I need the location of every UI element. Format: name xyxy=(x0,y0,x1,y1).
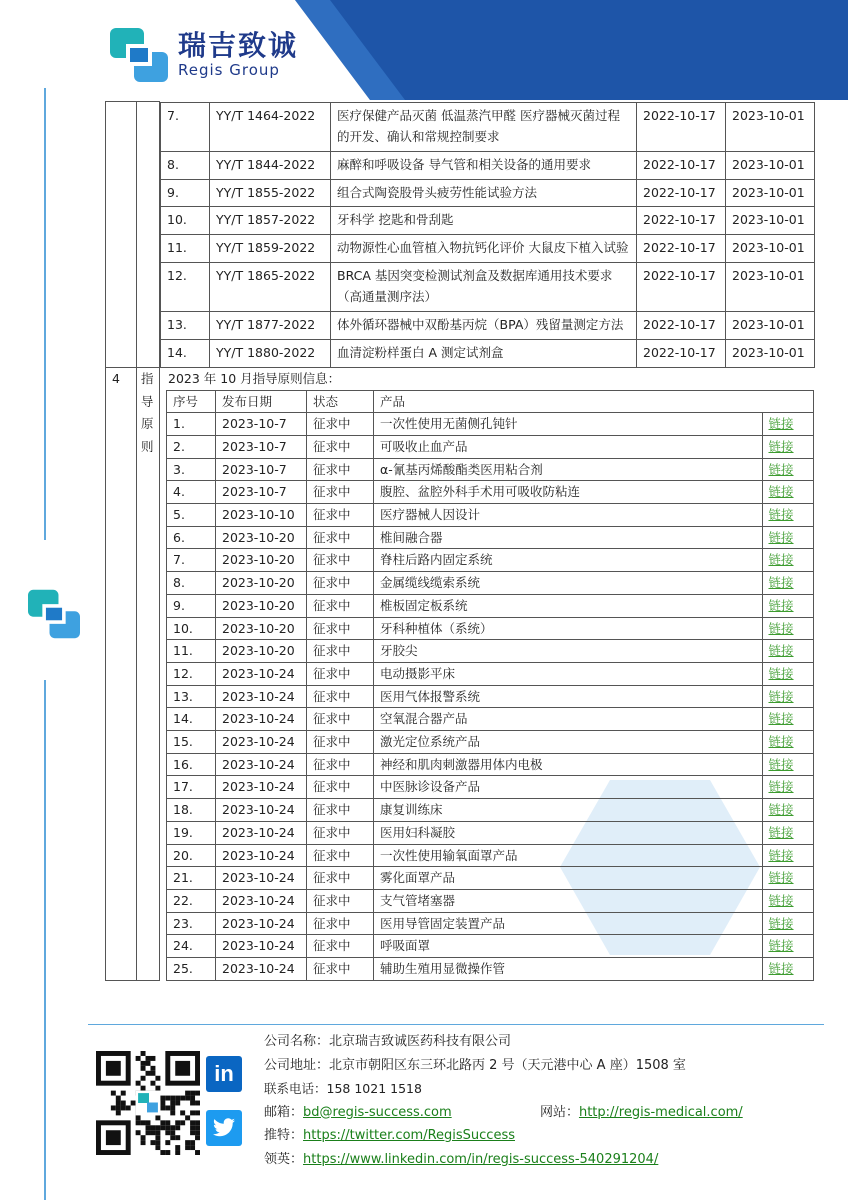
guideline-link[interactable]: 链接 xyxy=(768,529,794,545)
address-label: 公司地址： xyxy=(264,1057,330,1073)
guideline-status-cell: 征求中 xyxy=(307,413,374,436)
guideline-row xyxy=(167,753,814,776)
twitter-bird-icon xyxy=(212,1118,236,1138)
guideline-row xyxy=(167,526,814,549)
guideline-link-cell xyxy=(762,708,813,731)
guideline-product-cell: 腹腔、盆腔外科手术用可吸收防粘连 xyxy=(374,481,763,504)
standard-title: 组合式陶瓷股骨头疲劳性能试验方法 xyxy=(331,179,637,207)
guideline-product-cell: α-氰基丙烯酸酯类医用粘合剂 xyxy=(374,458,763,481)
guideline-number-cell: 10. xyxy=(167,617,216,640)
standard-effective-date: 2023-10-01 xyxy=(726,312,815,340)
guideline-product-cell: 辅助生殖用显微操作管 xyxy=(374,958,763,981)
guideline-status-cell: 征求中 xyxy=(307,640,374,663)
guideline-date-cell: 2023-10-24 xyxy=(216,799,307,822)
guideline-status-cell: 征求中 xyxy=(307,708,374,731)
guideline-number-cell: 24. xyxy=(167,935,216,958)
guideline-row xyxy=(167,617,814,640)
guideline-row xyxy=(167,776,814,799)
guideline-row xyxy=(167,685,814,708)
guideline-row xyxy=(167,504,814,527)
section3-content-cell xyxy=(160,102,816,368)
guideline-link-cell xyxy=(762,753,813,776)
standards-table xyxy=(105,101,816,981)
standard-publish-date: 2022-10-17 xyxy=(637,312,726,340)
section3-number-cell xyxy=(106,102,137,368)
guideline-status-cell: 征求中 xyxy=(307,912,374,935)
guideline-status-cell: 征求中 xyxy=(307,594,374,617)
standard-number: 13. xyxy=(161,312,210,340)
guideline-status-cell: 征求中 xyxy=(307,799,374,822)
footer-twitter xyxy=(264,1124,743,1148)
guideline-product-cell: 医用妇科凝胶 xyxy=(374,821,763,844)
guideline-link-cell xyxy=(762,912,813,935)
guideline-date-cell: 2023-10-24 xyxy=(216,776,307,799)
standard-publish-date: 2022-10-17 xyxy=(637,151,726,179)
guideline-row xyxy=(167,708,814,731)
standard-code: YY/T 1865-2022 xyxy=(210,262,331,311)
standard-number: 14. xyxy=(161,339,210,367)
guideline-number-cell: 9. xyxy=(167,594,216,617)
standard-effective-date: 2023-10-01 xyxy=(726,339,815,367)
brand-name-en: Regis Group xyxy=(178,61,280,79)
section4-caption: 2023 年 10 月指导原则信息： xyxy=(168,370,341,386)
guideline-link-cell xyxy=(762,481,813,504)
standard-row xyxy=(161,151,815,179)
guideline-link-cell xyxy=(762,594,813,617)
standard-effective-date: 2023-10-01 xyxy=(726,207,815,235)
guideline-date-cell: 2023-10-24 xyxy=(216,890,307,913)
guideline-row xyxy=(167,572,814,595)
guideline-link[interactable]: 链接 xyxy=(768,507,794,523)
side-line-top xyxy=(44,88,46,540)
guideline-row xyxy=(167,935,814,958)
standard-number: 10. xyxy=(161,207,210,235)
standard-code: YY/T 1855-2022 xyxy=(210,179,331,207)
guideline-number-cell: 6. xyxy=(167,526,216,549)
guideline-link[interactable]: 链接 xyxy=(768,779,794,795)
guideline-link[interactable]: 链接 xyxy=(768,961,794,977)
guideline-link[interactable]: 链接 xyxy=(768,824,794,840)
guideline-link-cell xyxy=(762,549,813,572)
guideline-link-cell xyxy=(762,890,813,913)
section3-category-cell xyxy=(137,102,160,368)
guideline-product-cell: 可吸收止血产品 xyxy=(374,435,763,458)
standard-title: 体外循环器械中双酚基丙烷（BPA）残留量测定方法 xyxy=(331,312,637,340)
footer-address xyxy=(264,1054,743,1078)
guideline-row xyxy=(167,867,814,890)
guideline-link[interactable]: 链接 xyxy=(768,802,794,818)
guideline-link[interactable]: 链接 xyxy=(768,597,794,613)
guideline-link[interactable]: 链接 xyxy=(768,734,794,750)
guideline-link-cell xyxy=(762,640,813,663)
standard-code: YY/T 1857-2022 xyxy=(210,207,331,235)
guideline-date-cell: 2023-10-24 xyxy=(216,867,307,890)
guideline-number-cell: 5. xyxy=(167,504,216,527)
guideline-date-cell: 2023-10-20 xyxy=(216,549,307,572)
guideline-status-cell: 征求中 xyxy=(307,685,374,708)
guideline-link[interactable]: 链接 xyxy=(768,416,794,432)
guideline-status-cell: 征求中 xyxy=(307,662,374,685)
guideline-link-cell xyxy=(762,867,813,890)
guideline-product-cell: 呼吸面罩 xyxy=(374,935,763,958)
guideline-status-cell: 征求中 xyxy=(307,572,374,595)
phone-label: 联系电话： xyxy=(264,1081,327,1096)
standard-number: 11. xyxy=(161,235,210,263)
guideline-number-cell: 23. xyxy=(167,912,216,935)
standard-title: BRCA 基因突变检测试剂盒及数据库通用技术要求（高通量测序法） xyxy=(331,262,637,311)
guideline-link-cell xyxy=(762,776,813,799)
guideline-number-cell: 22. xyxy=(167,890,216,913)
website-label: 网站： xyxy=(539,1104,579,1120)
guideline-date-cell: 2023-10-24 xyxy=(216,662,307,685)
guideline-product-cell: 电动摄影平床 xyxy=(374,662,763,685)
guideline-date-cell: 2023-10-24 xyxy=(216,708,307,731)
guideline-row xyxy=(167,844,814,867)
standard-row xyxy=(161,339,815,367)
section4-category: 指 导 原 则 xyxy=(137,368,160,981)
guideline-product-cell: 康复训练床 xyxy=(374,799,763,822)
guideline-link-cell xyxy=(762,821,813,844)
guidelines-header-row xyxy=(167,390,814,413)
standard-row xyxy=(161,235,815,263)
standard-publish-date: 2022-10-17 xyxy=(637,102,726,151)
standard-effective-date: 2023-10-01 xyxy=(726,102,815,151)
guideline-link-cell xyxy=(762,504,813,527)
guideline-link-cell xyxy=(762,935,813,958)
guideline-product-cell: 医疗器械人因设计 xyxy=(374,504,763,527)
guideline-link-cell xyxy=(762,662,813,685)
guideline-product-cell: 一次性使用无菌侧孔钝针 xyxy=(374,413,763,436)
guideline-number-cell: 13. xyxy=(167,685,216,708)
footer-contact xyxy=(264,1030,743,1171)
guideline-link[interactable]: 链接 xyxy=(768,552,794,568)
guideline-number-cell: 19. xyxy=(167,821,216,844)
guideline-link-cell xyxy=(762,799,813,822)
guideline-product-cell: 神经和肌肉刺激器用体内电极 xyxy=(374,753,763,776)
guideline-link-cell xyxy=(762,526,813,549)
guideline-status-cell: 征求中 xyxy=(307,504,374,527)
standard-publish-date: 2022-10-17 xyxy=(637,262,726,311)
guideline-number-cell: 7. xyxy=(167,549,216,572)
guideline-status-cell: 征求中 xyxy=(307,753,374,776)
guideline-link[interactable]: 链接 xyxy=(768,575,794,591)
guideline-product-cell: 雾化面罩产品 xyxy=(374,867,763,890)
guideline-product-cell: 激光定位系统产品 xyxy=(374,731,763,754)
guideline-date-cell: 2023-10-24 xyxy=(216,731,307,754)
guideline-link-cell xyxy=(762,844,813,867)
guideline-product-cell: 支气管堵塞器 xyxy=(374,890,763,913)
guideline-date-cell: 2023-10-24 xyxy=(216,912,307,935)
guideline-status-cell: 征求中 xyxy=(307,617,374,640)
guideline-link-cell xyxy=(762,435,813,458)
standard-number: 9. xyxy=(161,179,210,207)
guideline-link[interactable]: 链接 xyxy=(768,484,794,500)
guideline-number-cell: 8. xyxy=(167,572,216,595)
guideline-number-cell: 11. xyxy=(167,640,216,663)
standard-code: YY/T 1844-2022 xyxy=(210,151,331,179)
guideline-status-cell: 征求中 xyxy=(307,481,374,504)
guideline-date-cell: 2023-10-20 xyxy=(216,594,307,617)
standard-effective-date: 2023-10-01 xyxy=(726,262,815,311)
side-line-bottom xyxy=(44,680,46,1200)
standard-code: YY/T 1877-2022 xyxy=(210,312,331,340)
guideline-product-cell: 牙胶尖 xyxy=(374,640,763,663)
section4-number: 4 xyxy=(106,368,137,981)
guideline-number-cell: 3. xyxy=(167,458,216,481)
guideline-link[interactable]: 链接 xyxy=(768,938,794,954)
standard-effective-date: 2023-10-01 xyxy=(726,179,815,207)
guideline-product-cell: 医用气体报警系统 xyxy=(374,685,763,708)
guideline-row xyxy=(167,821,814,844)
brand-name-cn: 瑞吉致诚 xyxy=(178,29,299,62)
guideline-status-cell: 征求中 xyxy=(307,958,374,981)
standard-title: 动物源性心血管植入物抗钙化评价 大鼠皮下植入试验 xyxy=(331,235,637,263)
linkedin-label: 领英： xyxy=(264,1151,304,1167)
guideline-status-cell: 征求中 xyxy=(307,435,374,458)
guideline-number-cell: 17. xyxy=(167,776,216,799)
guideline-row xyxy=(167,413,814,436)
guideline-date-cell: 2023-10-24 xyxy=(216,821,307,844)
header-no: 序号 xyxy=(167,390,216,413)
standard-code: YY/T 1880-2022 xyxy=(210,339,331,367)
standard-title: 医疗保健产品灭菌 低温蒸汽甲醛 医疗器械灭菌过程的开发、确认和常规控制要求 xyxy=(331,102,637,151)
side-logo-icon xyxy=(26,588,82,640)
section4-content-cell xyxy=(160,368,816,981)
guideline-product-cell: 椎板固定板系统 xyxy=(374,594,763,617)
guideline-link[interactable]: 链接 xyxy=(768,688,794,704)
standards-list xyxy=(160,102,815,368)
guideline-date-cell: 2023-10-24 xyxy=(216,753,307,776)
guideline-date-cell: 2023-10-20 xyxy=(216,572,307,595)
guideline-status-cell: 征求中 xyxy=(307,731,374,754)
guideline-link-cell xyxy=(762,685,813,708)
guideline-link-cell xyxy=(762,958,813,981)
standard-row xyxy=(161,102,815,151)
header-date: 发布日期 xyxy=(216,390,307,413)
guideline-link-cell xyxy=(762,458,813,481)
guideline-status-cell: 征求中 xyxy=(307,458,374,481)
standard-publish-date: 2022-10-17 xyxy=(637,179,726,207)
twitter-link[interactable]: https://twitter.com/RegisSuccess xyxy=(303,1128,515,1143)
guideline-number-cell: 18. xyxy=(167,799,216,822)
guideline-row xyxy=(167,594,814,617)
guideline-link[interactable]: 链接 xyxy=(768,643,794,659)
guideline-number-cell: 25. xyxy=(167,958,216,981)
footer-divider xyxy=(88,1024,824,1025)
guideline-number-cell: 4. xyxy=(167,481,216,504)
guideline-date-cell: 2023-10-20 xyxy=(216,617,307,640)
guideline-date-cell: 2023-10-24 xyxy=(216,935,307,958)
standard-publish-date: 2022-10-17 xyxy=(637,207,726,235)
guideline-row xyxy=(167,912,814,935)
linkedin-icon[interactable] xyxy=(206,1056,242,1092)
guideline-date-cell: 2023-10-10 xyxy=(216,504,307,527)
guideline-row xyxy=(167,549,814,572)
guideline-number-cell: 15. xyxy=(167,731,216,754)
guideline-status-cell: 征求中 xyxy=(307,935,374,958)
footer-email-web xyxy=(264,1101,743,1125)
guideline-product-cell: 中医脉诊设备产品 xyxy=(374,776,763,799)
guideline-row xyxy=(167,458,814,481)
header-status: 状态 xyxy=(307,390,374,413)
twitter-label: 推特： xyxy=(264,1128,304,1143)
standard-title: 麻醉和呼吸设备 导气管和相关设备的通用要求 xyxy=(331,151,637,179)
guideline-link[interactable]: 链接 xyxy=(768,711,794,727)
guideline-link[interactable]: 链接 xyxy=(768,665,794,681)
standard-row xyxy=(161,262,815,311)
guideline-number-cell: 21. xyxy=(167,867,216,890)
footer-phone xyxy=(264,1077,743,1101)
guideline-number-cell: 20. xyxy=(167,844,216,867)
guideline-product-cell: 金属缆线缆索系统 xyxy=(374,572,763,595)
standard-effective-date: 2023-10-01 xyxy=(726,235,815,263)
guideline-link[interactable]: 链接 xyxy=(768,915,794,931)
guideline-date-cell: 2023-10-24 xyxy=(216,958,307,981)
guideline-link[interactable]: 链接 xyxy=(768,756,794,772)
guideline-product-cell: 空氧混合器产品 xyxy=(374,708,763,731)
email-label: 邮箱： xyxy=(264,1104,304,1120)
standard-number: 12. xyxy=(161,262,210,311)
guideline-row xyxy=(167,481,814,504)
guideline-row xyxy=(167,731,814,754)
guideline-status-cell: 征求中 xyxy=(307,526,374,549)
twitter-icon[interactable] xyxy=(206,1110,242,1146)
guideline-number-cell: 1. xyxy=(167,413,216,436)
guideline-date-cell: 2023-10-24 xyxy=(216,685,307,708)
guideline-date-cell: 2023-10-7 xyxy=(216,458,307,481)
guideline-row xyxy=(167,662,814,685)
guideline-product-cell: 医用导管固定装置产品 xyxy=(374,912,763,935)
footer-linkedin xyxy=(264,1148,743,1172)
guideline-product-cell: 牙科种植体（系统） xyxy=(374,617,763,640)
standard-row xyxy=(161,207,815,235)
header-product: 产品 xyxy=(374,390,814,413)
phone-number: 158 1021 1518 xyxy=(326,1081,422,1096)
guideline-number-cell: 16. xyxy=(167,753,216,776)
company-address: 北京市朝阳区东三环北路丙 2 号（天元港中心 A 座）1508 室 xyxy=(329,1057,686,1073)
guideline-row xyxy=(167,799,814,822)
guideline-link-cell xyxy=(762,731,813,754)
company-name: 北京瑞吉致诚医药科技有限公司 xyxy=(329,1034,512,1049)
guideline-product-cell: 脊柱后路内固定系统 xyxy=(374,549,763,572)
guideline-link-cell xyxy=(762,572,813,595)
guideline-number-cell: 12. xyxy=(167,662,216,685)
guideline-row xyxy=(167,890,814,913)
guideline-status-cell: 征求中 xyxy=(307,549,374,572)
guideline-date-cell: 2023-10-7 xyxy=(216,435,307,458)
standard-publish-date: 2022-10-17 xyxy=(637,339,726,367)
guideline-link-cell xyxy=(762,413,813,436)
guideline-date-cell: 2023-10-20 xyxy=(216,640,307,663)
guideline-status-cell: 征求中 xyxy=(307,821,374,844)
standard-title: 牙科学 挖匙和骨刮匙 xyxy=(331,207,637,235)
linkedin-link[interactable]: https://www.linkedin.com/in/regis-success-540291204/ xyxy=(303,1151,659,1167)
guideline-product-cell: 椎间融合器 xyxy=(374,526,763,549)
regis-logo-icon xyxy=(108,26,170,84)
standard-number: 8. xyxy=(161,151,210,179)
guidelines-table xyxy=(166,390,814,981)
standard-row xyxy=(161,312,815,340)
linkedin-icon-text: in xyxy=(214,1061,234,1086)
standard-title: 血清淀粉样蛋白 A 测定试剂盒 xyxy=(331,339,637,367)
guideline-row xyxy=(167,640,814,663)
guideline-link-cell xyxy=(762,617,813,640)
guideline-date-cell: 2023-10-7 xyxy=(216,481,307,504)
guideline-status-cell: 征求中 xyxy=(307,867,374,890)
email-link[interactable]: bd@regis-success.com xyxy=(303,1104,452,1120)
guideline-date-cell: 2023-10-7 xyxy=(216,413,307,436)
guideline-date-cell: 2023-10-24 xyxy=(216,844,307,867)
guideline-link[interactable]: 链接 xyxy=(768,461,794,477)
footer-company xyxy=(264,1030,743,1054)
guideline-link[interactable]: 链接 xyxy=(768,438,794,454)
guideline-link[interactable]: 链接 xyxy=(768,847,794,863)
guideline-status-cell: 征求中 xyxy=(307,890,374,913)
website-link[interactable]: http://regis-medical.com/ xyxy=(578,1104,743,1120)
qr-code xyxy=(96,1051,200,1155)
standard-row xyxy=(161,179,815,207)
guideline-link[interactable]: 链接 xyxy=(768,893,794,908)
guideline-date-cell: 2023-10-20 xyxy=(216,526,307,549)
standard-number: 7. xyxy=(161,102,210,151)
standard-code: YY/T 1464-2022 xyxy=(210,102,331,151)
guideline-number-cell: 2. xyxy=(167,435,216,458)
guideline-status-cell: 征求中 xyxy=(307,776,374,799)
guideline-row xyxy=(167,435,814,458)
standard-effective-date: 2023-10-01 xyxy=(726,151,815,179)
company-label: 公司名称： xyxy=(264,1034,330,1049)
standard-code: YY/T 1859-2022 xyxy=(210,235,331,263)
guideline-link[interactable]: 链接 xyxy=(768,620,794,636)
guideline-status-cell: 征求中 xyxy=(307,844,374,867)
standard-publish-date: 2022-10-17 xyxy=(637,235,726,263)
guideline-row xyxy=(167,958,814,981)
guideline-number-cell: 14. xyxy=(167,708,216,731)
guideline-link[interactable]: 链接 xyxy=(768,870,794,886)
guideline-product-cell: 一次性使用输氧面罩产品 xyxy=(374,844,763,867)
brand-logo xyxy=(108,26,298,84)
